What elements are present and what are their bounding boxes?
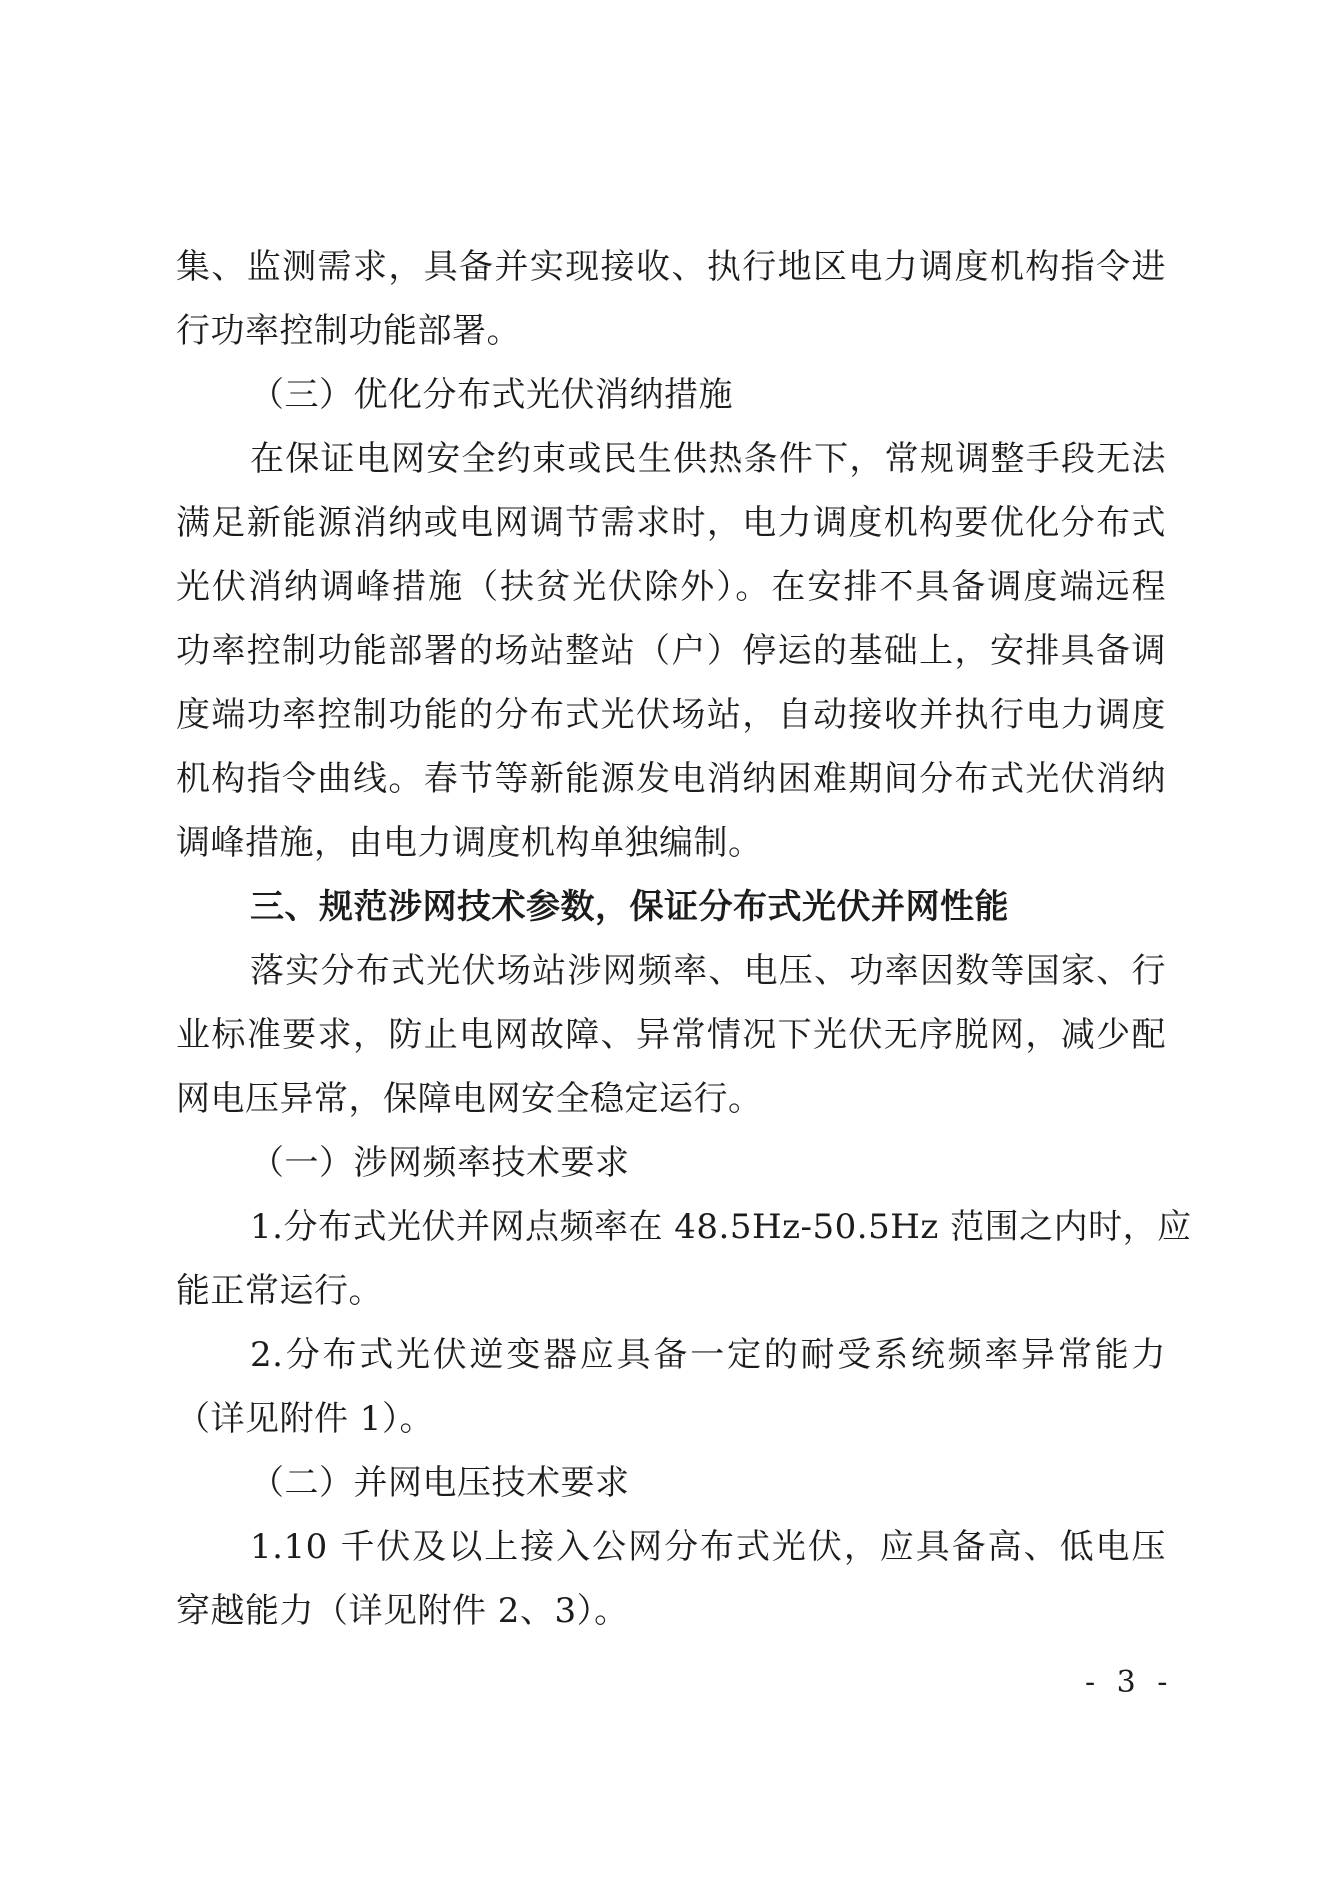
page-number: - 3 - (1085, 1665, 1174, 1700)
body-text-line: 功率控制功能部署的场站整站（户）停运的基础上，安排具备调 (176, 631, 1166, 671)
paragraph-first-line: 落实分布式光伏场站涉网频率、电压、功率因数等国家、行 (250, 951, 1166, 991)
subsection-heading: （三）优化分布式光伏消纳措施 (250, 375, 733, 415)
body-text-line: 能正常运行。 (176, 1271, 383, 1311)
subsection-heading: （二）并网电压技术要求 (250, 1463, 630, 1503)
list-item-first-line: 1.分布式光伏并网点频率在 48.5Hz-50.5Hz 范围之内时，应 (250, 1207, 1192, 1247)
body-text-line: 调峰措施，由电力调度机构单独编制。 (176, 823, 763, 863)
body-text-line: 满足新能源消纳或电网调节需求时，电力调度机构要优化分布式 (176, 503, 1166, 543)
body-text-line: （详见附件 1）。 (176, 1399, 434, 1439)
body-text-line: 机构指令曲线。春节等新能源发电消纳困难期间分布式光伏消纳 (176, 759, 1166, 799)
body-text-line: 度端功率控制功能的分布式光伏场站，自动接收并执行电力调度 (176, 695, 1166, 735)
body-text-line: 穿越能力（详见附件 2、3）。 (176, 1591, 629, 1631)
body-text-line: 网电压异常，保障电网安全稳定运行。 (176, 1079, 763, 1119)
body-text-line: 行功率控制功能部署。 (176, 311, 521, 351)
body-text-line: 集、监测需求，具备并实现接收、执行地区电力调度机构指令进 (176, 247, 1166, 287)
section-heading: 三、规范涉网技术参数，保证分布式光伏并网性能 (250, 887, 1009, 927)
body-text-line: 光伏消纳调峰措施（扶贫光伏除外）。在安排不具备调度端远程 (176, 567, 1166, 607)
paragraph-first-line: 在保证电网安全约束或民生供热条件下，常规调整手段无法 (250, 439, 1166, 479)
subsection-heading: （一）涉网频率技术要求 (250, 1143, 630, 1183)
list-item-first-line: 2.分布式光伏逆变器应具备一定的耐受系统频率异常能力 (250, 1335, 1166, 1375)
list-item-first-line: 1.10 千伏及以上接入公网分布式光伏，应具备高、低电压 (250, 1527, 1166, 1567)
body-text-line: 业标准要求，防止电网故障、异常情况下光伏无序脱网，减少配 (176, 1015, 1166, 1055)
